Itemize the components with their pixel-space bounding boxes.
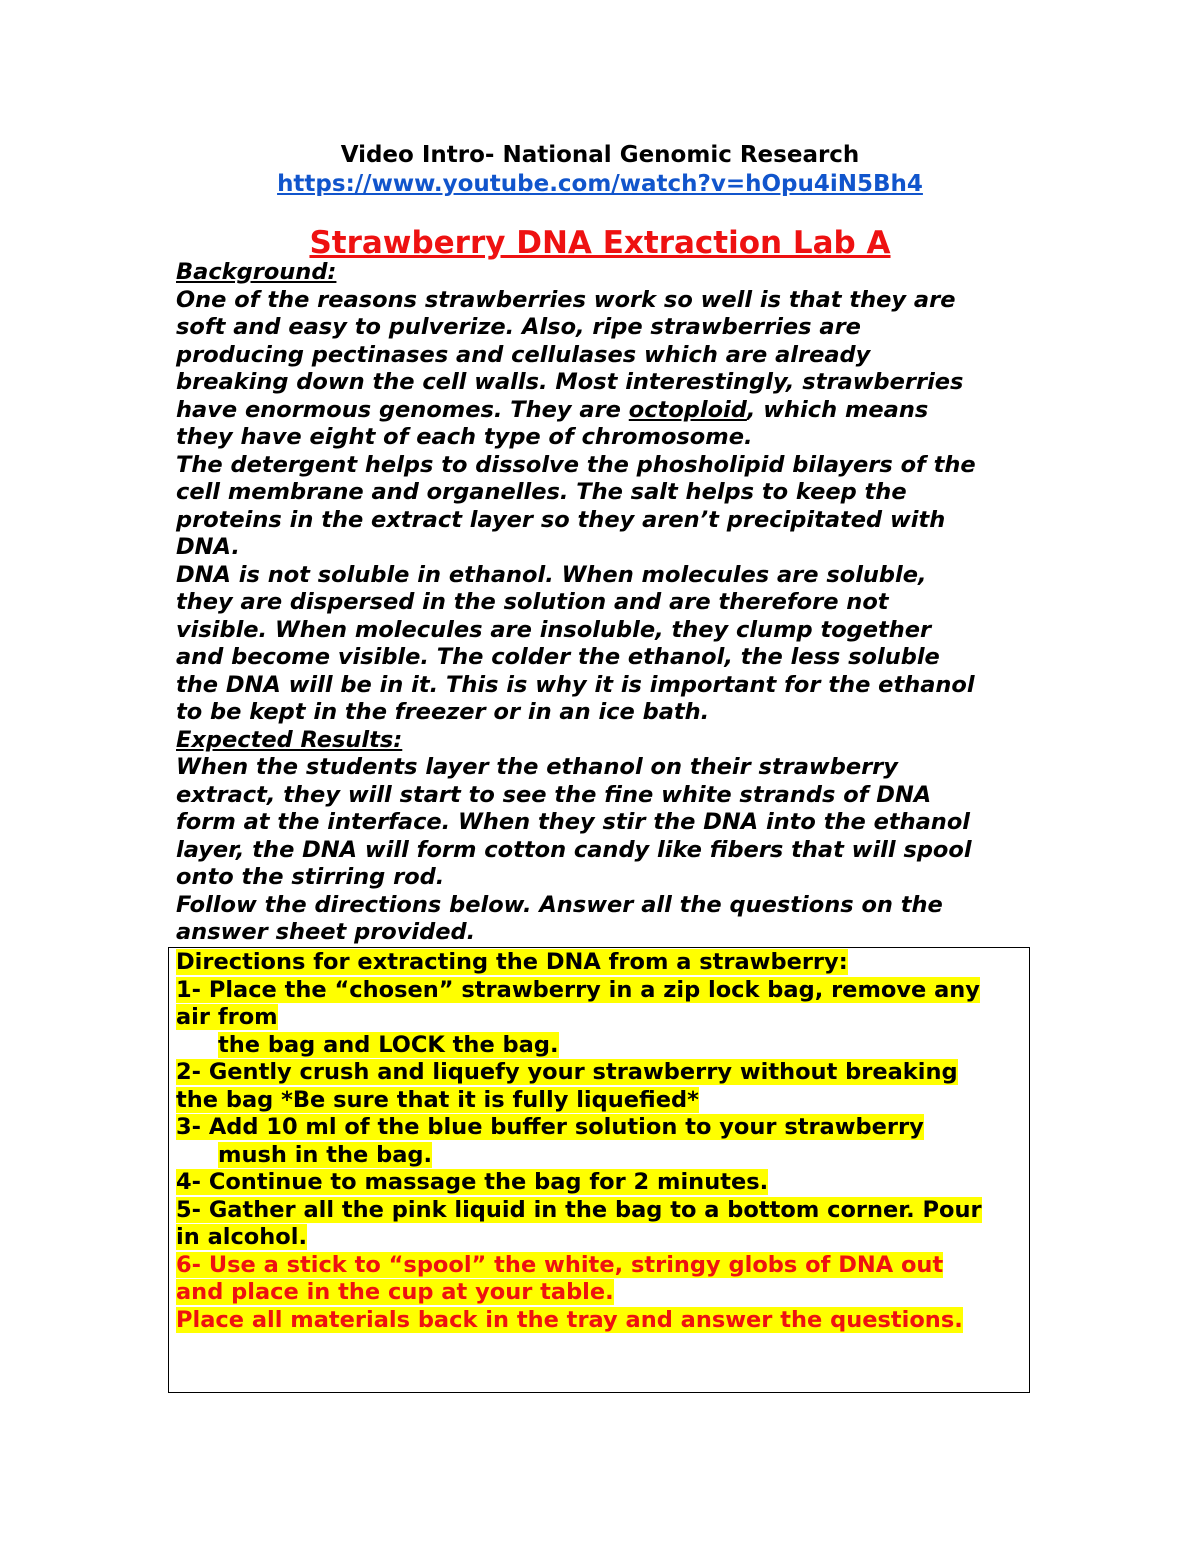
step-1-cont: air from: [176, 1004, 278, 1030]
background-line: producing pectinases and cellulases which are already: [176, 341, 871, 368]
step-2: 2- Gently crush and liquefy your strawberry without breaking: [176, 1059, 958, 1085]
directions-text: [176, 949, 1028, 1334]
final-instruction-period: .: [954, 1306, 963, 1333]
step-6-cont: and place in the cup at your table.: [176, 1279, 614, 1305]
lab-body-text: [176, 259, 1026, 947]
background-line: they have eight of each type of chromosome.: [176, 424, 753, 450]
background-line: breaking down the cell walls. Most interestingly, strawberries: [176, 369, 964, 395]
background-line: One of the reasons strawberries work so well is that they are: [176, 286, 956, 313]
directions-heading: Directions for extracting the DNA from a strawberry:: [176, 949, 848, 975]
expected-line: layer, the DNA will form cotton candy like fibers that will spool: [176, 836, 972, 863]
background-line: they are dispersed in the solution and are therefore not: [176, 589, 889, 615]
lab-title: Strawberry DNA Extraction Lab A: [309, 225, 891, 261]
step-1: 1- Place the “chosen” strawberry in a zip lock bag, remove any: [176, 976, 980, 1003]
step-5-cont: in alcohol.: [176, 1224, 307, 1250]
background-line: cell membrane and organelles. The salt helps to keep the: [176, 479, 907, 505]
expected-line: extract, they will start to see the fine white strands of DNA: [176, 781, 932, 808]
background-line: to be kept in the freezer or in an ice bath.: [176, 699, 710, 725]
background-line: proteins in the extract layer so they aren’t precipitated with: [176, 506, 946, 533]
background-text: have enormous genomes. They are: [176, 396, 629, 423]
expected-line: onto the stirring rod.: [176, 864, 445, 890]
video-intro-title: Video Intro- National Genomic Research: [340, 142, 860, 168]
octoploid-term: octoploid: [628, 396, 747, 423]
expected-line: When the students layer the ethanol on their strawberry: [176, 754, 898, 780]
step-1-cont: the bag and LOCK the bag.: [218, 1031, 559, 1058]
background-heading: Background:: [176, 259, 337, 285]
step-3: 3- Add 10 ml of the blue buffer solution to your strawberry: [176, 1114, 924, 1140]
step-5: 5- Gather all the pink liquid in the bag to a bottom corner. Pour: [176, 1196, 982, 1223]
expected-line: form at the interface. When they stir the DNA into the ethanol: [176, 809, 970, 835]
final-instruction: Place all materials back in the tray and answer the questions: [176, 1306, 955, 1333]
expected-line: Follow the directions below. Answer all the questions on the: [176, 891, 943, 918]
step-2-cont: the bag *Be sure that it is fully liquefied*: [176, 1086, 699, 1113]
expected-results-heading: Expected Results:: [176, 726, 403, 753]
step-4: 4- Continue to massage the bag for 2 minutes.: [176, 1169, 769, 1195]
expected-line: answer sheet provided.: [176, 919, 476, 945]
background-text: , which means: [746, 396, 929, 423]
background-line: and become visible. The colder the ethanol, the less soluble: [176, 644, 940, 670]
step-6: 6- Use a stick to “spool” the white, stringy globs of DNA out: [176, 1251, 944, 1278]
background-line: DNA is not soluble in ethanol. When molecules are soluble,: [176, 561, 927, 588]
background-line: soft and easy to pulverize. Also, ripe strawberries are: [176, 314, 861, 340]
background-line: DNA.: [176, 534, 240, 560]
step-3-cont: mush in the bag.: [218, 1141, 433, 1168]
video-link[interactable]: https://www.youtube.com/watch?v=hOpu4iN5Bh4: [277, 171, 923, 197]
background-line: [176, 397, 1026, 425]
background-line: visible. When molecules are insoluble, they clump together: [176, 616, 932, 643]
background-line: The detergent helps to dissolve the phosholipid bilayers of the: [176, 451, 976, 478]
background-line: the DNA will be in it. This is why it is important for the ethanol: [176, 671, 975, 698]
